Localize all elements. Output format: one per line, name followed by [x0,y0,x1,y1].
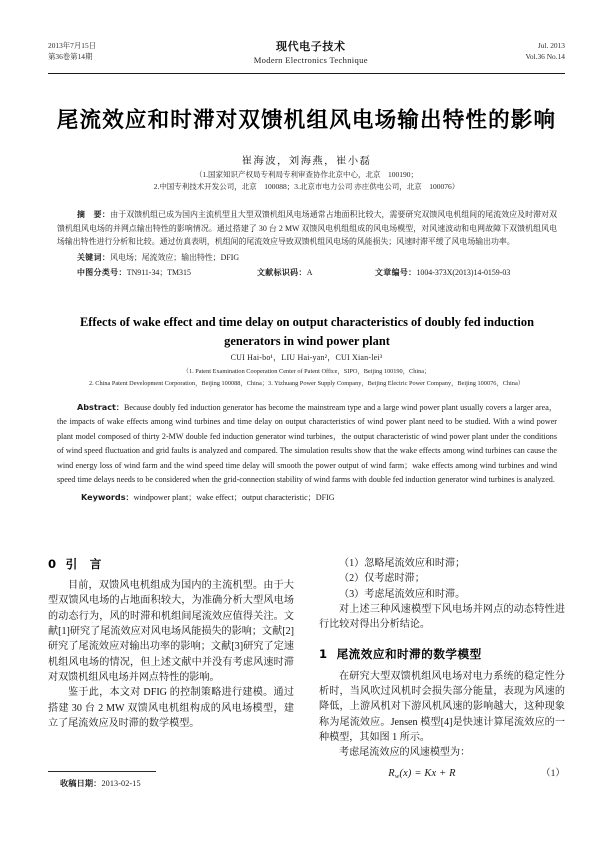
section-1-paragraph-1: 在研究大型双馈机组风电场对电力系统的稳定性分析时，当风吹过风机时会损失部分能量，表现为风速的降低，上游风机对下游风机风速的影响越大，这种现象称为尾流效应。Jensen 模型[4]是快速计算尾流效应的一种模型，其如图 1 所示。 [319,670,565,743]
section-1-paragraph-2: 考虑尾流效应的风速模型为： [339,747,471,759]
keywords-en-row [57,490,557,506]
doc-code-label: 文献标识码： [257,267,307,277]
section-0-paragraph-1: 目前，双馈风电机组成为国内的主流机型。由于大型双馈风电场的占地面积较大，为准确分析大型风电场的动态行为，风的时滞和机组间尾流效应值得关注。文献[1]研究了尾流效应对风电场风能损失的影响；文献[2]研究了尾流效应对输出功率的影响；文献[3]研究了定速机组风电场的情况，但上述文献中并没有考虑风速时滞对双馈机组风电场并网点特性的影响。 [48,580,294,683]
title-en-line1: Effects of wake effect and time delay on output characteristics of doubly fed induction [80,315,534,329]
journal-name-cn: 现代电子技术 [275,40,346,53]
section-1-title: 尾流效应和时滞的数学模型 [336,646,482,661]
body-column-left [48,556,294,731]
masthead-issue [526,40,566,63]
article-id-label: 文章编号： [375,267,417,277]
keywords-en-label: Keywords： [81,492,134,503]
abstract-en-paragraph [57,400,557,487]
abstract-cn-label: 摘 要： [77,210,111,219]
footnote-value: 2013-02-15 [101,779,141,788]
section-0-paragraph-2: 鉴于此，本文对 DFIG 的控制策略进行建模。通过搭建 30 台 2 MW 双馈风电机组构成的风电场模型，建立了尾流效应及时滞的数学模型。 [48,687,294,729]
section-heading-1 [319,646,565,662]
abstract-en-block [57,400,557,506]
list-item: （1）忽略尾流效应和时滞； [339,558,466,569]
equation-1-variable: R [388,767,395,779]
equation-1-expression: (x) = Kx + R [399,767,456,779]
keywords-en-value: windpower plant；wake effect；output characteristic；DFIG [133,493,335,503]
affiliations-en [34,366,579,389]
affiliation-en-line2: 2. China Patent Development Corporation，Beijing 100088，China；3. Yizhuang Power Supply Company，Beijing Electric Power Company，Beijing 100076，China） [88,379,525,387]
body-column-right [319,556,565,779]
section-0-title: 引 言 [65,557,102,571]
masthead-divider [48,73,565,74]
equation-1-number: （1） [541,767,565,779]
list-item: （3）考虑尾流效应和时滞。 [339,588,466,600]
authors-en: CUI Hai-bo¹，LIU Hai-yan²，CUI Xian-lei³ [230,353,383,362]
section-1-number: 1 [319,646,328,661]
masthead-date-line2: 第36卷第14期 [48,52,93,62]
masthead-date [48,40,96,63]
clc-field [77,265,257,280]
footnote-label: 收稿日期： [60,778,102,788]
abstract-en-label: Abstract： [77,402,124,412]
section-0-paragraph-3: 对上述三种风速模型下风电场并网点的动态特性进行比较对得出分析结论。 [319,603,565,631]
clc-value: TN911-34；TM315 [126,267,191,277]
doc-code-field [257,265,375,280]
affiliation-en-line1: （1. Patent Examination Cooperation Center of Patent Office，SIPO，Beijing 100190，China； [182,368,431,375]
classification-row [57,265,557,280]
masthead [48,40,565,66]
keywords-cn-label: 关键词： [77,252,111,262]
page-title-cn: 尾流效应和时滞对双馈机组风电场输出特性的影响 [56,108,557,133]
list-item: （2）仅考虑时滞； [339,573,425,585]
journal-name-en: Modern Electronics Technique [253,54,368,65]
clc-label: 中图分类号： [77,267,127,277]
title-en-line2: generators in wind power plant [224,333,390,348]
equation-1-row [319,765,565,779]
abstract-en-text: Because doubly fed induction generator has become the mainstream type and a large wind power plant usually covers a larger area，the impacts of wake effects among wind turbines and time delay on output characteristics of wind power plant need to be studied. With a wind power plant model composed of thirty 2-MW double fed induction generator wind turbines，the output characteristic of wind power plant under the conditions of wind speed fluctuation and grid faults is analyzed and compared. The simulation results show that the wake effects among wind turbines can cause the wind energy loss of wind farm and the wind speed time delay will smooth the power output of wind farm；wake effects among wind turbines and wind speed time delays needs to be considered when the grid-connection stability of wind farms with double fed induction generator wind turbines is analyzed. [57,403,557,485]
article-id-field [375,265,557,280]
doc-code-value: A [306,267,313,277]
authors-cn: 崔海波，刘海燕，崔小磊 [241,156,372,167]
masthead-issue-line1: Jul. 2013 [537,41,565,50]
article-id-value: 1004-373X(2013)14-0159-03 [416,267,511,277]
masthead-date-line1: 2013年7月15日 [48,41,97,50]
affiliation-cn-line1: （1.国家知识产权局专利局专利审查协作北京中心，北京 100190； [194,170,419,179]
footnote-divider [48,771,156,772]
affiliations-cn [48,169,565,193]
masthead-journal [96,40,525,66]
abstract-cn-paragraph [57,208,557,249]
equation-1-body [319,768,525,779]
keywords-cn-row [57,250,557,265]
masthead-issue-line2: Vol.36 No.14 [525,52,565,62]
page-title-en [72,313,542,351]
section-heading-0 [48,556,294,572]
keywords-cn-value: 风电场；尾流效应；输出特性；DFIG [110,252,240,262]
equation-1-subscript: w [394,772,400,780]
abstract-cn-block [57,208,557,280]
affiliation-cn-line2: 2.中国专利技术开发公司，北京 100088；3.北京市电力公司 亦庄供电公司，北京 100076） [153,182,460,192]
abstract-cn-text: 由于双馈机组已成为国内主流机型且大型双馈机组风电场通常占地面积比较大，需要研究双馈风电机组间的尾流效应及时滞对双馈机组风电场的并网点输出特性的影响情况。通过搭建了 30 台 2 MW 双馈风电机组组成的风电场模型，对风速波动和电网故障下双馈机组风电场输出特性进行分析和比较。通过仿真表明，机组间的尾流效应导致双馈机组风电场的风能损失；风速时滞平缓了风电场输出功率。 [57,210,557,247]
section-0-number: 0 [48,557,57,571]
footnote-received-date [60,778,300,789]
